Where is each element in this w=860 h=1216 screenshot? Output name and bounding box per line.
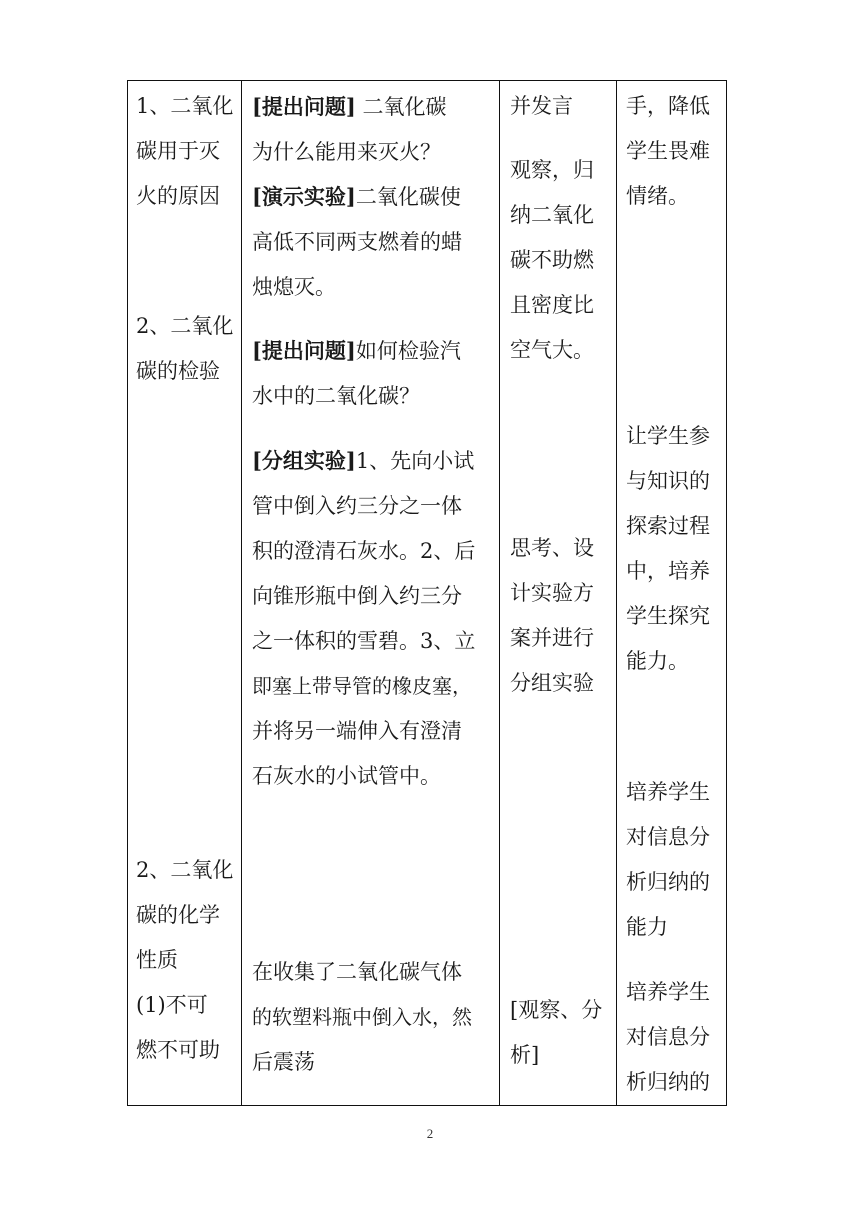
text-line: 思考、设	[510, 536, 594, 560]
text-line: 对信息分	[626, 1025, 710, 1049]
intent-exploration	[626, 414, 710, 684]
page-number: 2	[426, 1126, 434, 1141]
text-line: 并将另一端伸入有澄清	[252, 719, 462, 743]
text-line: 之一体积的雪碧。3、立	[252, 629, 476, 653]
text-line: 计实验方	[510, 581, 594, 605]
student-analyze	[510, 988, 602, 1078]
text-line: 2、二氧化	[136, 314, 234, 338]
text-line: 能力。	[626, 649, 689, 673]
text-line: 分组实验	[510, 671, 594, 695]
text-line: 中，培养	[626, 559, 710, 583]
column-divider	[616, 81, 617, 1105]
text-line: 二氧化碳使	[355, 185, 461, 209]
text-line: 在收集了二氧化碳气体	[252, 960, 462, 984]
text-line: 能力	[626, 915, 668, 939]
text-line: 2、二氧化	[136, 858, 234, 882]
text-line: 培养学生	[626, 980, 710, 1004]
column-divider	[241, 81, 242, 1105]
section-label: [提出问题]	[252, 338, 356, 363]
text-line: 观察，归	[510, 158, 594, 182]
text-line: 1、二氧化	[136, 94, 234, 118]
text-line: 析归纳的	[626, 870, 710, 894]
text-line: 烛熄灭。	[252, 275, 336, 299]
text-line: 积的澄清石灰水。2、后	[252, 539, 476, 563]
text-line: 碳的化学	[136, 903, 220, 927]
text-line: 高低不同两支燃着的蜡	[252, 230, 462, 254]
intent-reduce-fear	[626, 84, 710, 219]
text-line: 1、先向小试	[355, 449, 475, 473]
demo-experiment	[252, 174, 462, 310]
text-line: 纳二氧化	[510, 203, 594, 227]
text-line: 并发言	[510, 94, 573, 118]
text-line: 碳不助燃	[510, 248, 594, 272]
student-design	[510, 526, 594, 706]
text-line: 让学生参	[626, 424, 710, 448]
text-line: 石灰水的小试管中。	[252, 764, 441, 788]
text-line: 且密度比	[510, 293, 594, 317]
student-observe	[510, 148, 594, 373]
text-line: 探索过程	[626, 514, 710, 538]
text-line: 空气大。	[510, 338, 594, 362]
section-label: [提出问题]	[252, 94, 356, 119]
text-line: 案并进行	[510, 626, 594, 650]
text-line: 碳的检验	[136, 359, 220, 383]
question-fire	[252, 84, 447, 175]
section-label: [分组实验]	[252, 448, 356, 473]
text-line: 对信息分	[626, 825, 710, 849]
text-line: 后震荡	[252, 1050, 315, 1074]
text-line: 管中倒入约三分之一体	[252, 494, 462, 518]
text-line: [观察、分	[510, 998, 603, 1022]
intent-info-analysis-1	[626, 770, 710, 950]
text-line: 二氧化碳	[355, 95, 447, 119]
text-line: 即塞上带导管的橡皮塞，	[252, 674, 472, 698]
column-divider	[499, 81, 500, 1105]
text-line: 如何检验汽	[355, 339, 461, 363]
text-line: 性质	[136, 948, 178, 972]
text-line: 为什么能用来灭火？	[252, 140, 441, 164]
question-soda	[252, 328, 461, 419]
topic-co2-fire	[136, 84, 233, 219]
text-line: 的软塑料瓶中倒入水，然	[252, 1005, 472, 1029]
topic-co2-test	[136, 304, 233, 394]
intent-info-analysis-2	[626, 970, 710, 1105]
text-line: 培养学生	[626, 780, 710, 804]
text-line: 碳用于灭	[136, 139, 220, 163]
text-line: 燃不可助	[136, 1038, 220, 1062]
student-speak	[510, 84, 573, 129]
text-line: 向锥形瓶中倒入约三分	[252, 584, 462, 608]
text-line: 水中的二氧化碳？	[252, 384, 420, 408]
text-line: 学生畏难	[626, 139, 710, 163]
text-line: 学生探究	[626, 604, 710, 628]
topic-co2-chemistry	[136, 848, 233, 1073]
text-line: 手，降低	[626, 94, 710, 118]
text-line: 析归纳的	[626, 1070, 710, 1094]
group-experiment	[252, 438, 475, 799]
section-label: [演示实验]	[252, 184, 356, 209]
text-line: 火的原因	[136, 184, 220, 208]
text-line: (1)不可	[136, 993, 208, 1017]
text-line: 情绪。	[626, 184, 689, 208]
bottle-experiment	[252, 950, 472, 1085]
text-line: 析]	[510, 1043, 540, 1067]
text-line: 与知识的	[626, 469, 710, 493]
